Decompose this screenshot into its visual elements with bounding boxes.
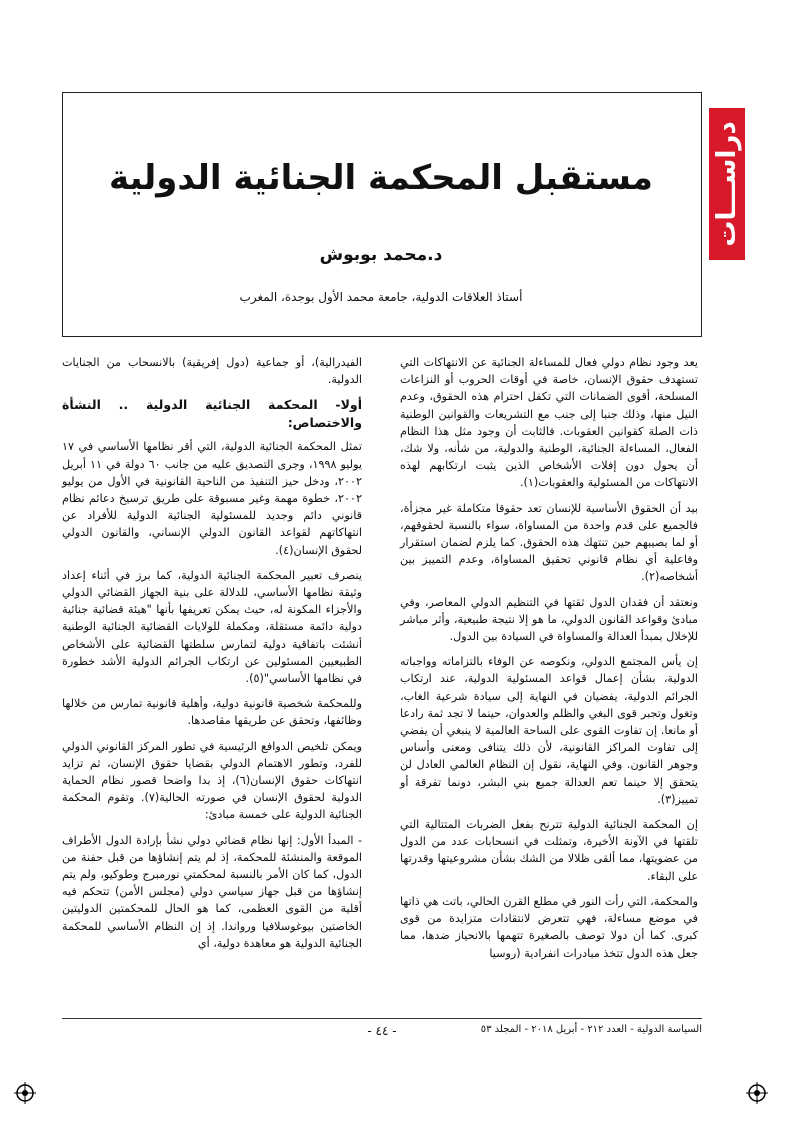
section-tab [709,108,745,260]
paragraph: تمثل المحكمة الجنائية الدولية، التي أقر نظامها الأساسي في ١٧ يوليو ١٩٩٨، وجرى التصديق عليه من جانب ٦٠ دولة في ١١ أبريل ٢٠٠٢، ودخل حيز التنفيذ من الناحية القانونية في الأول من يوليو ٢٠٠٢، خطوة مهمة وغير مسبوقة على طريق ترسيخ دعائم نظام قانوني دائم وجديد للمسئولية الجنائية الدولية للأفراد عن انتهاكاتهم لقواعد القانون الدولي الإنساني، والقانون الدولي لحقوق الإنسان(٤). [62,440,362,557]
registration-mark-icon [746,1082,768,1104]
registration-mark-icon [14,1082,36,1104]
author-affiliation: أستاذ العلاقات الدولية، جامعة محمد الأول بوجدة، المغرب [239,290,523,304]
paragraph: والمحكمة، التي رأت النور في مطلع القرن الحالي، باتت هي ذاتها في موضع مساءلة، فهي تتعرض لانتقادات متزايدة من قوى كبرى. كما أن دولا توصف بالصغيرة تتهمها بالانحياز ضدها، مما جعل هذه الدول تتخذ مبادرات انفرادية (روسيا [400,894,698,960]
article-title: مستقبل المحكمة الجنائية الدولية [109,158,653,198]
page-number: - ٤٤ - [367,1024,397,1038]
paragraph: - المبدأ الأول: إنها نظام قضائي دولي نشأ بإرادة الدول الأطراف الموقعة والمنشئة للمحكمة، إذ لم يتم إنشاؤها من قبل حفنة من الدول، كما كان الأمر بالنسبة لمحكمتي نورمبرج وطوكيو، ولم يتم إنشاؤها من قبل جهاز سياسي دولي (مجلس الأمن) تتحكم فيه أقلية من القوى العظمى، كما هو الحال للمحكمتين الدوليتين الخاصتين بيوغوسلافيا ورواندا. إذ إن النظام الأساسي للمحكمة الجنائية الدولية هو معاهدة دولية، أي [62,833,362,950]
paragraph: إن يأس المجتمع الدولي، ونكوصه عن الوفاء بالتزاماته وواجباته الدولية، بشأن إعمال قواعد المسئولية الدولية، عند ارتكاب الجرائم الدولية، يفضيان في النهاية إلى سيادة شرعية الغاب، وتغول وتجبر قوى البغي والظلم والعدوان، حينما لا تجد ثمة رادعا أو مانعا. إن تفاوت القوى على الساحة العالمية لا ينبغي أن يفضي إلى تفاوت المراكز القانونية، لأن ذلك يتنافى ومعنى وأساس وجوهر القانون. وفي النهاية، نقول إن النظام العالمي العادل لن يتحقق إلا حينما تعم العدالة جميع بني البشر، دونما تفرقة أو تمييز(٣). [400,655,698,806]
paragraph: وللمحكمة شخصية قانونية دولية، وأهلية قانونية تمارس من خلالها وظائفها، وتحقق عن طريقها مقاصدها. [62,697,362,728]
author-name: د.محمد بوبوش [319,245,443,265]
section-heading: أولا- المحكمة الجنائية الدولية .. النشأة والاختصاص: [62,397,362,431]
left-column [62,354,362,960]
paragraph: يعد وجود نظام دولي فعال للمساءلة الجنائية عن الانتهاكات التي تستهدف حقوق الإنسان، خاصة في أوقات الحروب أو النزاعات المسلحة، أقوى الضمانات التي تكفل احترام هذه الحقوق، وعدم النيل منها، وذلك جنبا إلى جنب مع التشريعات والقوانين الوطنية ذات الصلة كقوانين العقوبات. فالثابت أن وجود مثل هذا النظام الفعال، المساءلة الجنائية، الوطنية والدولية، من شأنه، ولا شك، أن يحول دون إفلات الأشخاص الذين يثبت ارتكابهم لهذه الانتهاكات من المسئولية والعقوبات(١). [400,356,698,490]
footer-divider [62,1018,702,1019]
section-tab-label: دراســـات [712,121,742,247]
paragraph: بيد أن الحقوق الأساسية للإنسان تعد حقوقا متكاملة غير مجزأة، فالجميع على قدم واحدة من المساواة، سواء بالنسبة لحقوقهم، أو لما يصيبهم حين تنتهك هذه الحقوق. كما يلزم لضمان استقرار وفاعلية أي نظام قانوني تحقيق المساواة، وعدم التمييز بين أشخاصه(٢). [400,501,698,584]
paragraph: الفيدرالية)، أو جماعية (دول إفريقية) بالانسحاب من الجنايات الدولية. [62,356,362,387]
right-column [400,354,698,970]
footer-reference: السياسة الدولية - العدد ٢١٢ - أبريل ٢٠١٨ - المجلد ٥٣ [480,1024,702,1035]
paragraph: ونعتقد أن فقدان الدول ثقتها في التنظيم الدولي المعاصر، وفي مبادئ وقواعد القانون الدولي، ما هو إلا نتيجة طبيعية، وأثر مباشر للإخلال بمبدأ العدالة والمساواة في السيادة بين الدول. [400,595,698,644]
paragraph: إن المحكمة الجنائية الدولية تترنح بفعل الضربات المتتالية التي تلقتها في الآونة الأخيرة، وتمثلت في انسحابات عدد من الدول من عضويتها، مما ألقى ظلالا من الشك بشأن مشروعيتها وقدرتها على البقاء. [400,818,698,883]
paragraph: ينصرف تعبير المحكمة الجنائية الدولية، كما برز في أثناء إعداد وثيقة نظامها الأساسي، للدلالة على بنية الجهاز القضائي الدولي والأجزاء المكونة له، حيث يمكن تعريفها بأنها "هيئة قضائية جنائية دولية دائمة مستقلة، ومكملة للولايات القضائية الجنائية الوطنية أنشئت باتفاقية دولية لتمارس سلطتها القضائية على الأشخاص الطبيعيين المسئولين عن ارتكاب الجرائم الدولية الأشد خطورة في نظامها الأساسي"(٥). [62,568,362,686]
paragraph: ويمكن تلخيص الدوافع الرئيسية في تطور المركز القانوني الدولي للفرد، وتطور الاهتمام الدولي بقضايا حقوق الإنسان، ثم تزايد انتهاكات حقوق الإنسان(٦)، إذ بدا واضحا قصور نظام الحماية الدولية لحقوق الإنسان في صورته الحالية(٧). وتقوم المحكمة الجنائية الدولية على خمسة مبادئ: [62,739,363,822]
